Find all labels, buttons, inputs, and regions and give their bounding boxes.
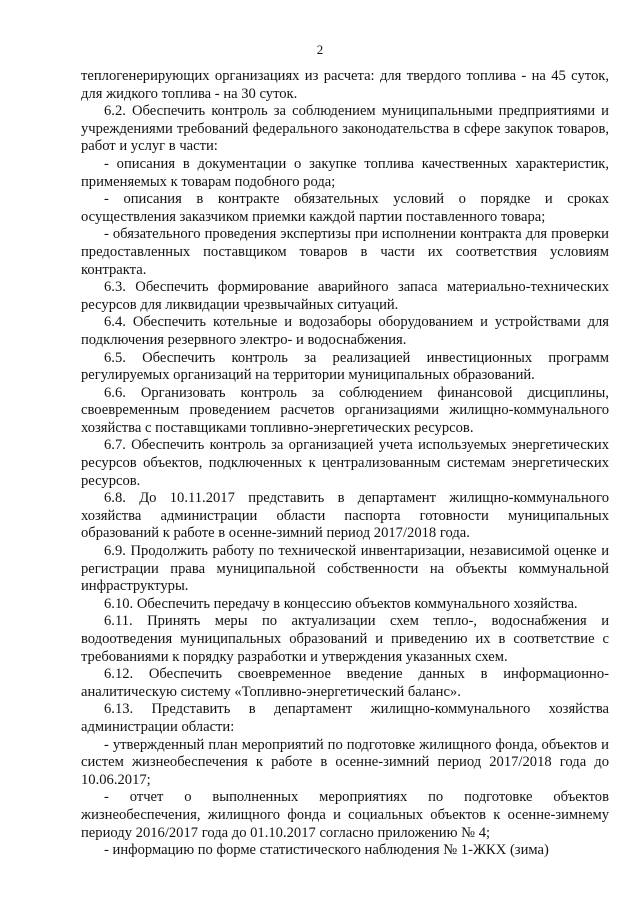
paragraph-6-9: 6.9. Продолжить работу по технической инвентаризации, независимой оценке и регистрации права муниципальной собственности на объекты коммунальной инфраструктуры. [81,543,609,595]
list-item: - утвержденный план мероприятий по подготовке жилищного фонда, объектов и систем жизнеобеспечения к работе в осенне-зимний период 2017/2018 года до 10.06.2017; [81,736,609,788]
page-number: 2 [316,42,324,57]
list-item: - информацию по форме статистического наблюдения № 1-ЖКХ (зима) [104,842,549,859]
paragraph-6-3: 6.3. Обеспечить формирование аварийного запаса материально-технических ресурсов для ликвидации чрезвычайных ситуаций. [81,279,609,313]
paragraph-6-13: 6.13. Представить в департамент жилищно-коммунального хозяйства администрации области: [81,701,609,735]
list-item: - описания в документации о закупке топлива качественных характеристик, применяемых к товарам подобного рода; [81,155,609,190]
list-item: - обязательного проведения экспертизы при исполнении контракта для проверки предоставленных поставщиком товаров в части их соответствия условиям контракта. [81,226,609,278]
paragraph-continuation: теплогенерирующих организациях из расчета: для твердого топлива - на 45 суток, для жидкого топлива - на 30 суток. [81,68,609,102]
paragraph-6-7: 6.7. Обеспечить контроль за организацией учета используемых энергетических ресурсов объектов, подключенных к централизованным системам энергетических ресурсов. [81,437,609,489]
paragraph-6-6: 6.6. Организовать контроль за соблюдением финансовой дисциплины, своевременным проведением расчетов организациями жилищно-коммунального хозяйства с поставщиками топливно-энергетических ресурсов. [81,384,609,436]
paragraph-6-10: 6.10. Обеспечить передачу в концессию объектов коммунального хозяйства. [104,595,578,612]
paragraph-6-2: 6.2. Обеспечить контроль за соблюдением муниципальными предприятиями и учреждениями требований федерального законодательства в сфере закупок товаров, работ и услуг в части: [81,103,609,155]
document-body [81,68,609,860]
paragraph-6-8: 6.8. До 10.11.2017 представить в департамент жилищно-коммунального хозяйства администрации области паспорта готовности муниципальных образований к работе в осенне-зимний период 2017/2018 года. [81,490,609,542]
list-item: - отчет о выполненных мероприятиях по подготовке объектов жизнеобеспечения, жилищного фонда и социальных объектов к осенне-зимнему периоду 2016/2017 года до 01.10.2017 согласно приложению № 4; [81,789,609,841]
paragraph-6-4: 6.4. Обеспечить котельные и водозаборы оборудованием и устройствами для подключения резервного электро- и водоснабжения. [81,314,609,348]
paragraph-6-5: 6.5. Обеспечить контроль за реализацией инвестиционных программ регулируемых организаций на территории муниципальных образований. [81,349,609,384]
paragraph-6-12: 6.12. Обеспечить своевременное введение данных в информационно-аналитическую систему «Топливно-энергетический баланс». [81,666,609,700]
list-item: - описания в контракте обязательных условий о порядке и сроках осуществления заказчиком приемки каждой партии поставленного товара; [81,191,609,225]
paragraph-6-11: 6.11. Принять меры по актуализации схем тепло-, водоснабжения и водоотведения муниципальных образований и приведению их в соответствие с требованиями к порядку разработки и утверждения указанных схем. [81,613,609,665]
